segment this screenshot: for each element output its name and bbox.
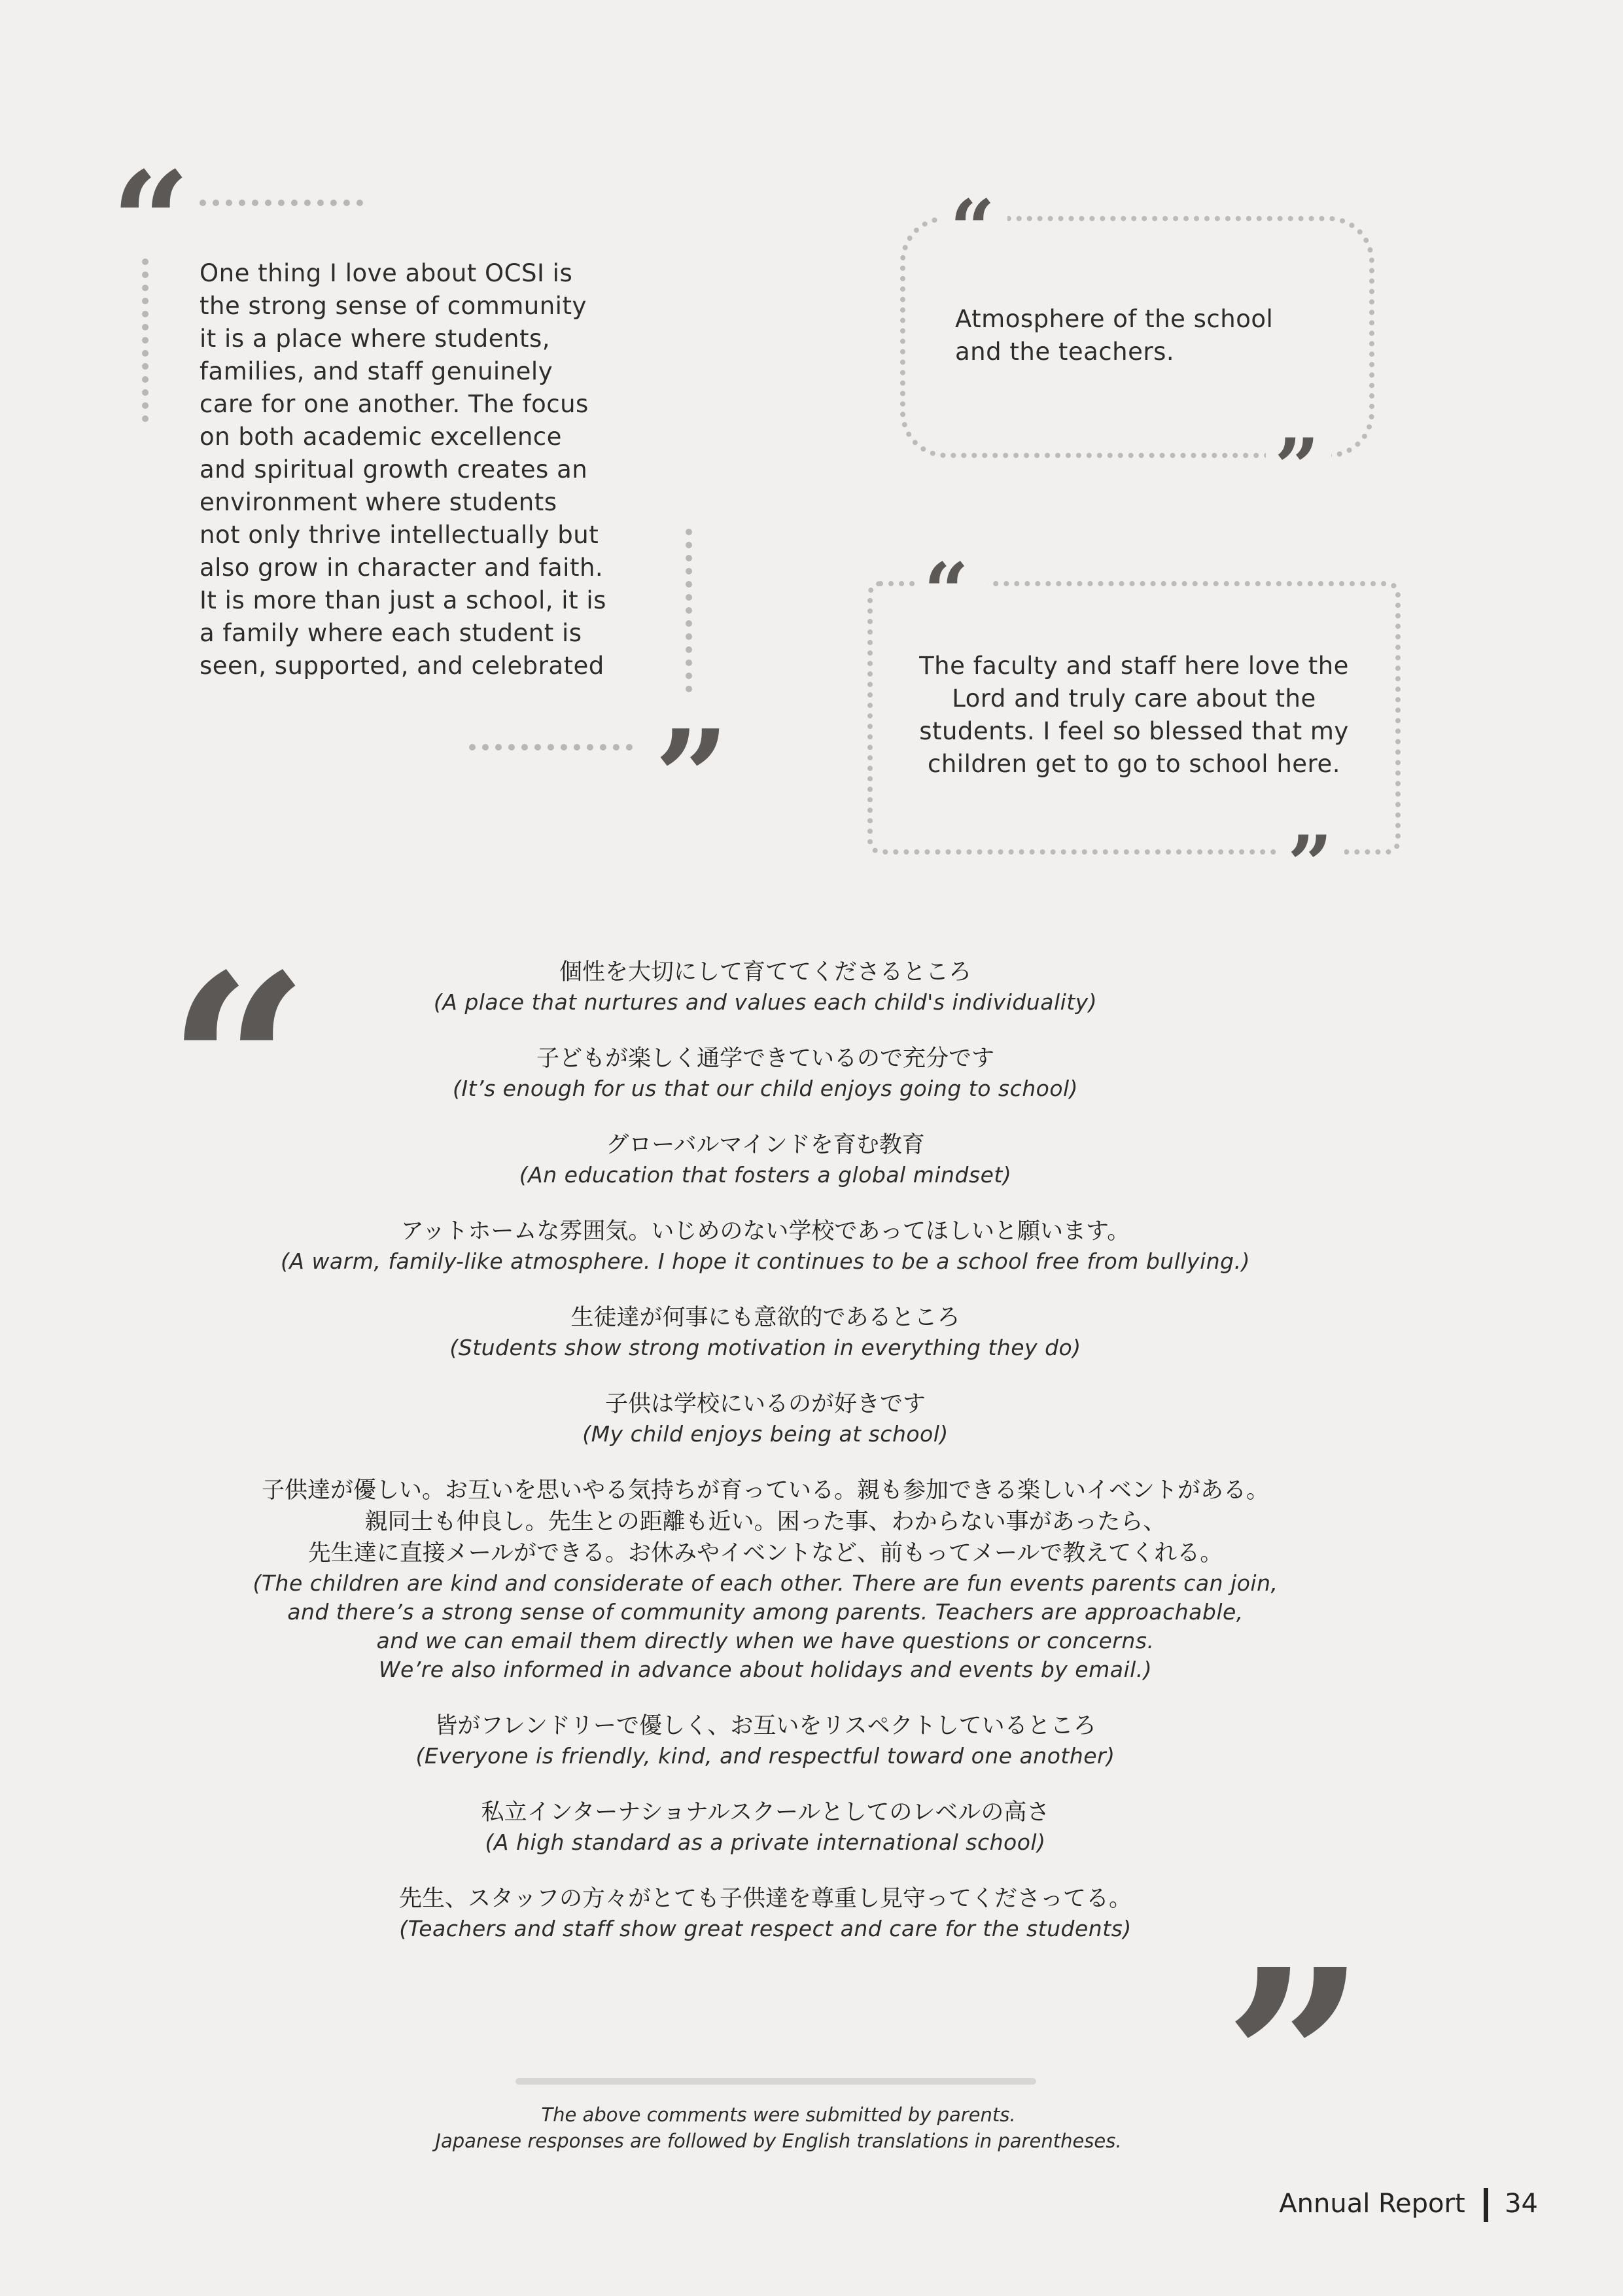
open-quote-icon: “ — [167, 920, 310, 1212]
dotted-divider — [686, 529, 692, 692]
response-item: 子どもが楽しく通学できているので充分です (It’s enough for us that our child enjoys going to school) — [452, 1046, 1079, 1101]
response-item: 先生、スタッフの方々がとても子供達を尊重し見守ってくださってる。 (Teachers and staff show great respect and care for the students) — [398, 1886, 1132, 1941]
open-quote-icon: “ — [950, 183, 996, 275]
quote-left-text: One thing I love about OCSI is the strong sense of community it is a place where students, families, and staff genuinely care for one another. The focus on both academic excellence and spiritual growth creates an environment where students not only thrive intellectually but also grow in character and faith. It is more than just a school, it is a family where each student is seen, supported, and celebrated — [200, 259, 606, 680]
close-quote-icon: ” — [1274, 421, 1320, 514]
footnote: The above comments were submitted by parents. Japanese responses are followed by English translations in parentheses. — [435, 2104, 1122, 2152]
response-item: 生徒達が何事にも意欲的であるところ (Students show strong motivation in everything they do) — [449, 1305, 1081, 1360]
response-item: 個性を大切にして育ててくださるところ (A place that nurtures and values each child's individuality) — [433, 959, 1098, 1015]
response-item: 子供達が優しい。お互いを思いやる気持ちが育っている。親も参加できる楽しいイベントがある。 親同士も仲良し。先生との距離も近い。困った事、わからない事があったら、 先生達に直接メールができる。お休みやイベントなど、前もってメールで教えてくれる。 (The children are kind and considerate of each other. There are fun events parents can join, and there’s a strong sense of community among parents. Teachers are approachable, and we can email them directly when we have questions or concerns. We’re also informed in advance about holidays and events by email.) — [253, 1477, 1278, 1682]
close-quote-icon: ” — [1287, 819, 1333, 911]
page-footer — [1279, 2188, 1538, 2222]
response-item: 子供は学校にいるのが好きです (My child enjoys being at school) — [582, 1391, 949, 1447]
dotted-divider — [142, 258, 148, 422]
response-item: 皆がフレンドリーで優しく、お互いをリスペクトしているところ (Everyone is friendly, kind, and respectful toward one another) — [415, 1713, 1115, 1769]
close-quote-icon: ” — [654, 701, 730, 855]
parent-responses — [196, 957, 1335, 1969]
dotted-divider — [469, 744, 633, 751]
quote-top-right-text: Atmosphere of the school and the teachers. — [955, 305, 1274, 366]
footnote-divider — [515, 2078, 1036, 2085]
response-item: アットホームな雰囲気。いじめのない学校であってほしいと願います。 (A warm, family-like atmosphere. I hope it continues to be a school free from bullying.) — [281, 1218, 1250, 1274]
response-item: グローバルマインドを育む教育 (An education that fosters a global mindset) — [519, 1132, 1012, 1188]
open-quote-icon: “ — [111, 141, 190, 303]
dotted-divider — [200, 200, 363, 206]
quote-mid-right-text: The faculty and staff here love the Lord and truly care about the students. I feel so blessed that my children get to go to school here. — [919, 652, 1349, 778]
response-item: 私立インターナショナルスクールとしてのレベルの高さ (A high standard as a private international school) — [481, 1799, 1050, 1855]
footer-separator — [1484, 2188, 1488, 2222]
close-quote-icon: ” — [1223, 1915, 1367, 2207]
report-title: Annual Report — [1279, 2189, 1465, 2219]
page-number: 34 — [1505, 2189, 1538, 2219]
open-quote-icon: “ — [924, 546, 969, 638]
